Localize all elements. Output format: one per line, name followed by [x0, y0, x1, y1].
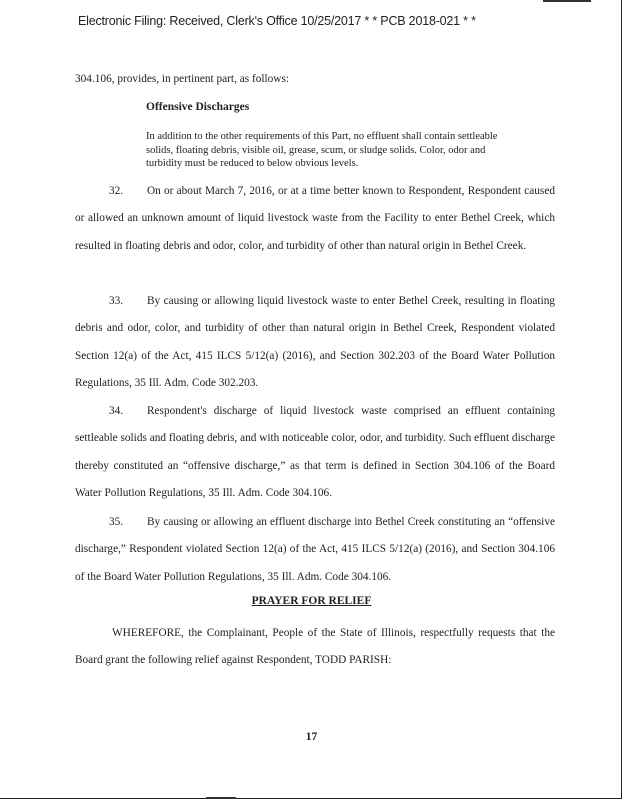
filing-stamp-header: Electronic Filing: Received, Clerk's Office 10/25/2017 * * PCB 2018-021 * * [78, 14, 476, 28]
prayer-for-relief-heading: PRAYER FOR RELIEF [251, 595, 372, 607]
quote-heading: Offensive Discharges [146, 101, 250, 113]
wherefore-paragraph: WHEREFORE, the Complainant, People of the State of Illinois, respectfully requests that the Board grant the following relief against Respondent, TODD PARISH: [75, 627, 555, 667]
page-number: 17 [305, 731, 318, 743]
quote-body: In addition to the other requirements of this Part, no effluent shall contain settleable solids, floating debris, visible oil, grease, scum, or sludge solids. Color, odor and turbidity must be reduced to below obvious levels. [146, 131, 498, 170]
scan-edge-mark [206, 797, 236, 799]
paragraph-35 [75, 509, 555, 591]
paragraph-text: By causing or allowing an effluent discharge into Bethel Creek constituting an “offensive discharge,” Respondent violated Section 12(a) of the Act, 415 ILCS 5/12(a) (2016), and Section 304.106 of the Board Water Pollution Regulations, 35 Ill. Adm. Code 304.106. [75, 516, 555, 583]
paragraph-number: 34. [109, 405, 124, 417]
paragraph-32 [75, 178, 555, 260]
paragraph-34 [75, 398, 555, 508]
paragraph-number: 35. [109, 516, 124, 528]
paragraph-text: On or about March 7, 2016, or at a time better known to Respondent, Respondent caused or allowed an unknown amount of liquid livestock waste from the Facility to enter Bethel Creek, which resulted in floating debris and odor, color, and turbidity of other than natural origin in Bethel Creek. [75, 185, 555, 252]
paragraph-number: 32. [109, 185, 124, 197]
scan-edge-mark [543, 0, 591, 2]
intro-line: 304.106, provides, in pertinent part, as follows: [75, 73, 289, 85]
paragraph-text: By causing or allowing liquid livestock waste to enter Bethel Creek, resulting in floating debris and odor, color, and turbidity of other than natural origin in Bethel Creek, Respondent violated Section 12(a) of the Act, 415 ILCS 5/12(a) (2016), and Section 302.203 of the Board Water Pollution Regulations, 35 Ill. Adm. Code 302.203. [75, 295, 555, 390]
paragraph-33 [75, 288, 555, 398]
paragraph-text: Respondent's discharge of liquid livestock waste comprised an effluent containing settleable solids and floating debris, and with noticeable color, odor, and turbidity. Such effluent discharge thereby constituted an “offensive discharge,” as that term is defined in Section 304.106 of the Board Water Pollution Regulations, 35 Ill. Adm. Code 304.106. [75, 405, 555, 500]
paragraph-number: 33. [109, 295, 124, 307]
